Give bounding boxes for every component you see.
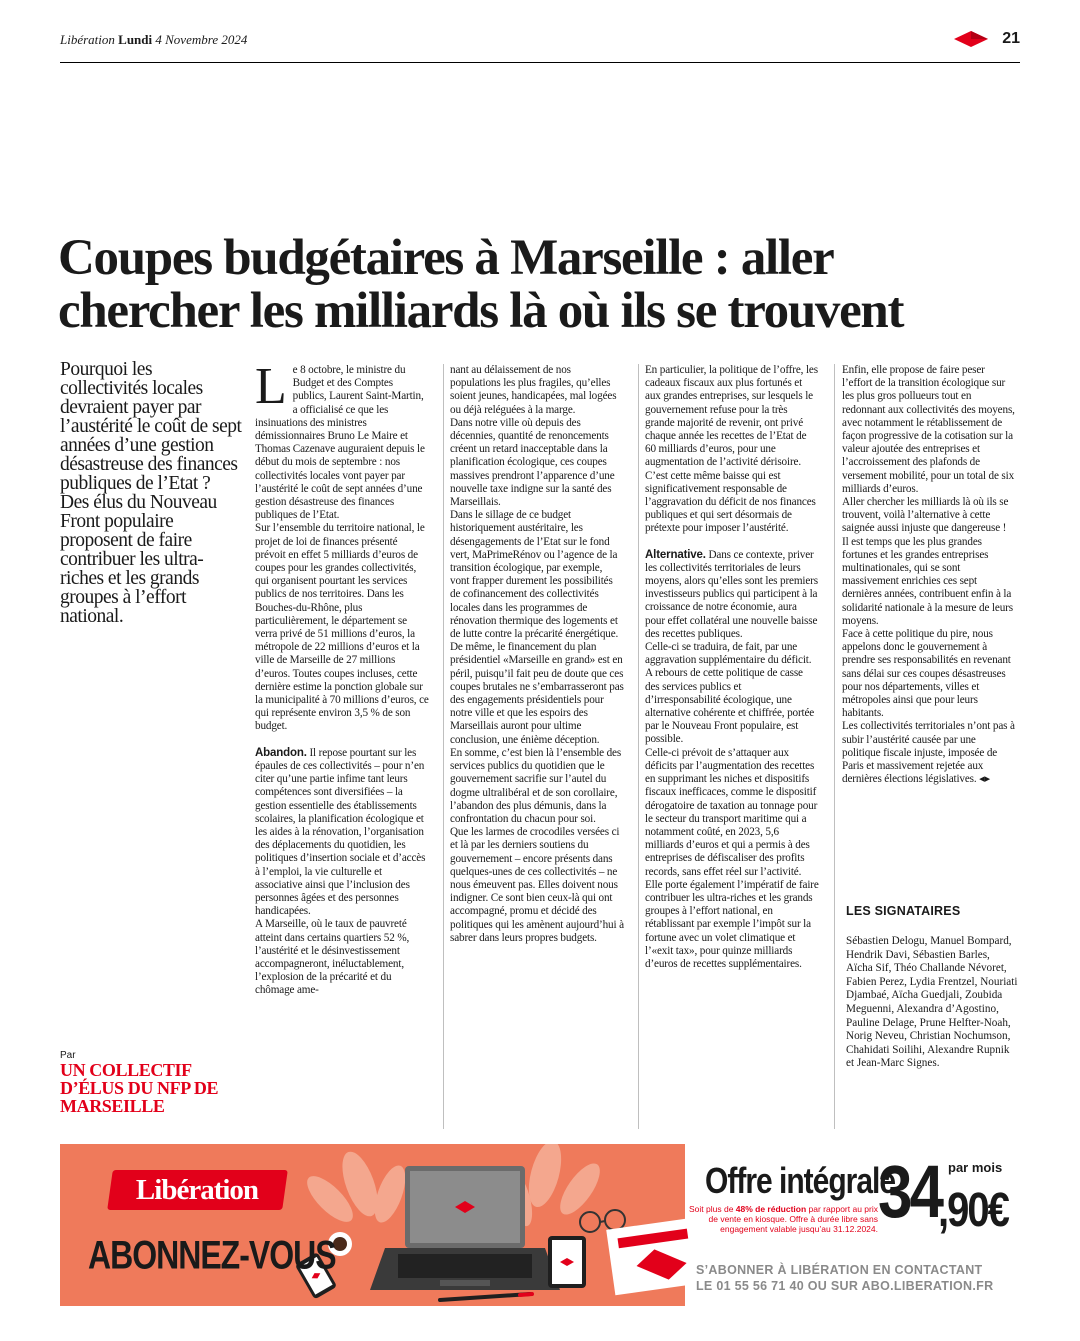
paragraph: Les collectivités territoriales n’ont pas à subir l’austérité causée par une politique fiscale injuste, imposée de Paris et massivement rejetée aux dernières élections législatives. ◂▸ <box>842 720 1015 786</box>
logo-text: Libération <box>136 1173 259 1206</box>
article-standfirst: Pourquoi les collectivités locales devraient payer par l’austérité le coût de sept années d’une gestion désastreuse des finances publiques de l’Etat ? Des élus du Nouveau Front populaire proposent de faire contribuer les ultra-riches et les grands groupes à l’effort national. <box>60 359 242 627</box>
paragraph <box>645 549 819 641</box>
page-number: 21 <box>1002 30 1020 47</box>
price-unit: par mois <box>948 1160 1003 1175</box>
paragraph-text: Il repose pourtant sur les épaules de ces collectivités – pour n’en citer qu’une partie infime tant leurs compétences sont diversifiées – la gestion essentielle des établissements scolaires, la planification écologique et les aides à la rénovation, l’organisation des déplacements du quotidien, les politiques d’insertion sociale et d’accès à l’emploi, la vie culturelle et associative ainsi que l’inclusion des personnes âgées et des personnes handicapées. <box>255 746 426 918</box>
paragraph: Sur l’ensemble du territoire national, le projet de loi de finances présenté prévoit en effet 5 milliards d’euros de coupes pour les grandes collectivités, qui organisent pourtant les services publics de nos territoires. Dans les Bouches-du-Rhône, plus particulièrement, le département se verra privé de 51 millions d’euros, la métropole de 22 millions d’euros et la ville de Marseille de 27 millions d’euros. Toutes coupes incluses, cette dernière estime la ponction globale sur la municipalité à 70 millions d’euros, ce qui représente environ 3,5 % de son budget. <box>255 522 429 733</box>
price-cents: ,90€ <box>938 1184 1008 1237</box>
subscribe-call-to-action[interactable]: ABONNEZ-VOUS <box>88 1232 336 1277</box>
article-column-4 <box>842 364 1016 787</box>
discount-highlight: 48% de réduction <box>735 1204 807 1214</box>
paragraph <box>255 747 429 919</box>
folio-left <box>60 32 247 48</box>
byline-prefix: Par <box>60 1050 76 1061</box>
paragraph: Face à cette politique du pire, nous appelons donc le gouvernement à prendre ses responsabilités en revenant sans délai sur ces coupes désastreuses pour nos départements, villes et métropoles ainsi que pour leurs habitants. <box>842 628 1011 720</box>
headline-line-2: chercher les milliards là où ils se trouvent <box>58 283 904 339</box>
section-kicker: Alternative. <box>645 548 706 561</box>
article-byline <box>60 1050 242 1115</box>
offer-title: Offre intégrale <box>705 1162 896 1202</box>
paragraph: Que les larmes de crocodiles versées ci et là par les derniers soutiens du gouvernement – encore présents dans quelques-unes de ces collectivités – ne nous émeuvent pas. Elles doivent nous indigner. Ce sont bien ceux-là qui ont accompagné, promu et décidé des politiques qui les amènent aujourd’hui à sabrer dans leurs propres budgets. <box>450 826 624 944</box>
section-kicker: Abandon. <box>255 746 307 759</box>
headline-line-1: Coupes budgétaires à Marseille : aller <box>58 230 834 286</box>
paragraph: A Marseille, où le taux de pauvreté atteint dans certains quartiers 52 %, l’austérité et le désinvestissement accompagneront, inéluctablement, l’explosion de la précarité et du chômage ame- <box>255 918 410 997</box>
article-column-2 <box>450 364 624 945</box>
paragraph: En somme, c’est bien là l’ensemble des services publics du quotidien que le gouvernement sacrifie sur l’autel du dogme ultralibéral et de son corollaire, l’abandon des plus démunis, dans la confrontation du chacun pour soi. <box>450 746 622 825</box>
drop-cap: L <box>255 358 287 415</box>
paragraph: Celle-ci prévoit de s’attaquer aux déficits par l’augmentation des recettes en supprimant les niches et dispositifs fiscaux inefficaces, comme le dispositif dérogatoire de taxation au tonnage pour le secteur du transport maritime qui a notamment coûté, en 2023, 5,6 milliards d’euros et qui a permis à des entreprises de défiscaliser des profits records, sans effet réel sur l’activité. <box>645 746 818 878</box>
fine-print-text: Soit plus de <box>689 1204 736 1214</box>
fine-print-text: par rapport au prix de vente en kiosque. Offre à durée libre sans engagement valable jusqu’au 31.12.2024. <box>708 1204 878 1234</box>
paragraph: Enfin, elle propose de faire peser l’effort de la transition écologique sur les plus gros pollueurs tout en redonnant aux collectivités des moyens, avec notamment le rétablissement de façon progressive de la cotisation sur la valeur ajoutée des entreprises et l’accroissement des plafonds de versement mobilité, pour un total de six milliards d’euros. <box>842 364 1015 495</box>
paragraph: Elle porte également l’impératif de faire contribuer les ultra-riches et les grands groupes à l’effort national, en rétablissant par exemple l’impôt sur la fortune avec un volet climatique et l’«exit tax», pour quinze milliards d’euros de recettes supplémentaires. <box>645 878 819 970</box>
paragraph: Dans le sillage de ce budget historiquement austéritaire, les désengagements de l’Etat sur le fond vert, MaPrimeRénov ou l’agence de la transition écologique, par exemple, vont frapper durement les possibilités de cofinancement des collectivités locales dans les programmes de rénovation thermique des logements et de lutte contre la précarité énergétique. <box>450 509 619 641</box>
contact-line: S’ABONNER À LIBÉRATION EN CONTACTANT <box>696 1263 983 1277</box>
folio-date: 4 Novembre 2024 <box>155 32 248 47</box>
contact-info <box>696 1262 1006 1294</box>
byline-author: UN COLLECTIF D’ÉLUS DU NFP DE MARSEILLE <box>60 1060 219 1116</box>
paragraph: A rebours de cette politique de casse des services publics et d’irresponsabilité écologique, une alternative cohérente et chiffrée, portée par le Nouveau Front populaire, est possible. <box>645 667 815 746</box>
contact-line[interactable]: LE 01 55 56 71 40 OU SUR ABO.LIBERATION.FR <box>696 1279 994 1293</box>
publication-name: Libération <box>60 32 115 47</box>
folio-right <box>954 30 1020 48</box>
article-headline <box>58 232 1038 338</box>
paragraph: En particulier, la politique de l’offre, les cadeaux fiscaux aux plus fortunés et aux grandes entreprises, sur lesquels le gouvernement refuse pour la très grande majorité de revenir, ont privé chaque année les recettes de l’Etat de 60 milliards d’euros, pour une augmentation de l’activité dérisoire. C’est cette même baisse qui est significativement responsable de l’aggravation du déficit de nos finances publiques et qui sert désormais de prétexte pour imposer l’austérité. <box>645 364 818 535</box>
page-header <box>60 30 1020 64</box>
subscription-ad[interactable] <box>60 1144 1020 1306</box>
paragraph: Celle-ci se traduira, de fait, par une aggravation supplémentaire du déficit. <box>645 641 812 667</box>
signatories-list: Sébastien Delogu, Manuel Bompard, Hendrik Davi, Sébastien Barles, Aïcha Sif, Théo Challande Névoret, Fabien Perez, Lydia Frentzel, Nouriati Djambaé, Aïcha Guedjali, Zoubida Meguenni, Alexandra d’Agostino, Pauline Delage, Prune Helfter-Noah, Norig Neveu, Christian Nochumson, Chahidati Soilihi, Alexandre Rupnik et Jean-Marc Signes. <box>846 935 1018 1070</box>
article-column-3 <box>645 364 819 971</box>
ad-illustration <box>290 1144 710 1306</box>
paragraph: Aller chercher les milliards là où ils se trouvent, voilà l’alternative à cette saignée aussi injuste que dangereuse ! <box>842 496 1009 535</box>
signatories-heading: LES SIGNATAIRES <box>846 904 961 918</box>
header-rule <box>60 62 1020 63</box>
paragraph: e 8 octobre, le ministre du Budget et des Comptes publics, Laurent Saint-Martin, a officialisé ce que les insinuations des ministres démissionnaires Bruno Le Maire et Thomas Cazenave auguraient depuis le début du mois de septembre : nos collectivités locales vont payer par l’austérité le coût de sept années d’une gestion désastreuse des finances publiques de l’Etat. <box>255 364 425 522</box>
liberation-diamond-icon <box>954 31 988 47</box>
column-rule <box>443 364 444 1129</box>
liberation-logo <box>107 1170 288 1210</box>
folio-day: Lundi <box>118 32 153 47</box>
paragraph: Dans notre ville où depuis des décennies, quantité de renoncements créent un retard inacceptable dans la planification écologique, ces coupes massives prendront l’apparence d’une nouvelle taxe indigne sur la santé des Marseillais. <box>450 416 615 509</box>
column-rule <box>834 364 835 1129</box>
price-main: 34 <box>878 1151 941 1234</box>
article-column-1 <box>255 358 429 998</box>
paragraph: Il est temps que les plus grandes fortunes et les grandes entreprises multinationales, qui se sont massivement enrichies ces sept dernières années, contribuent enfin à la solidarité nationale à la mesure de leurs moyens. <box>842 535 1013 627</box>
tablet-icon <box>548 1236 586 1288</box>
offer-fine-print <box>688 1204 878 1234</box>
column-rule <box>638 364 639 1129</box>
paragraph: De même, le financement du plan présidentiel «Marseille en grand» est en péril, puisqu’il fait peu de doute que ces coupes brutales ne s’embarrasseront pas des engagements présidentiels pour notre ville et que les espoirs des Marseillais auront pour ultime conclusion, une énième déception. <box>450 641 624 746</box>
paragraph: nant au délaissement de nos populations les plus fragiles, qu’elles soient jeunes, handicapées, mal logées ou déjà reléguées à la marge. <box>450 364 617 416</box>
paragraph-text: Dans ce contexte, priver les collectivités territoriales de leurs moyens, alors qu’elles sont les premiers investisseurs publics qui participent à la croissance de notre économie, aura pour effet collatéral une nouvelle baisse des recettes publiques. <box>645 548 818 640</box>
